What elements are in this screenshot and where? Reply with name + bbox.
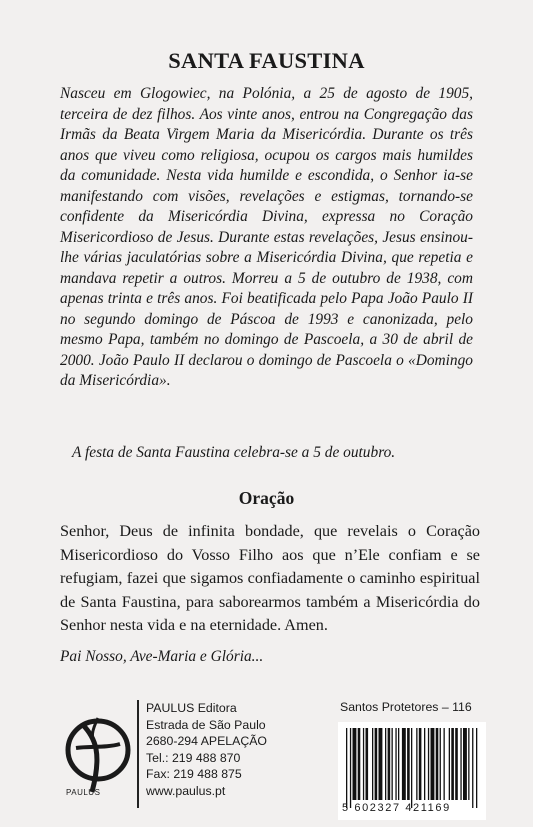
logo-label: PAULUS xyxy=(66,788,101,797)
barcode-bar xyxy=(460,728,461,800)
barcode-bar xyxy=(463,728,467,800)
barcode-bar xyxy=(346,728,347,808)
barcode-bar xyxy=(395,728,396,800)
barcode-bar xyxy=(350,728,351,808)
barcode-bar xyxy=(353,728,357,800)
barcode-bar xyxy=(449,728,450,800)
barcode-bar xyxy=(407,728,410,800)
barcode-bar xyxy=(372,728,373,800)
barcode-bar xyxy=(379,728,383,800)
prayer-heading: Oração xyxy=(238,488,295,508)
barcode-bar xyxy=(451,728,454,800)
barcode-bar xyxy=(375,728,378,800)
barcode-bar xyxy=(476,728,477,808)
barcode-bar xyxy=(388,728,391,800)
publisher-block xyxy=(146,700,267,800)
prayer-paragraph: Senhor, Deus de infinita bondade, que revelais o Coração Misericordioso do Vosso Filho aos que n’Ele confiam e se refugiam, fazei que sigamos confiadamente o caminho espiritual de Santa Faustina, para saborearmos também a Misericórdia do Senhor nesta vida e na eternidade. Amen. xyxy=(60,522,480,634)
divider xyxy=(137,700,139,808)
barcode-bar xyxy=(440,728,441,800)
publisher-postal: 2680-294 APELAÇÃO xyxy=(146,734,267,749)
barcode-bar xyxy=(366,728,369,800)
publisher-tel: Tel.: 219 488 870 xyxy=(146,750,241,765)
barcode-number: 5 602327 421169 xyxy=(342,802,451,814)
biography-paragraph: Nasceu em Glogowiec, na Polónia, a 25 de agosto de 1905, terceira de dez filhos. Aos vinte anos, entrou na Congregação das Irmãs da Beata Virgem Maria da Misericórdia. Durante os três anos que viveu como religiosa, ocupou os cargos mais humildes da comunidade. Nesta vida humilde e escondida, o Senhor ia-se manifestando com visões, revelações e estigmas, tornando-se confidente da Misericórdia Divina, expressa no Coração Misericordioso de Jesus. Durante estas revelações, Jesus ensinou-lhe várias jaculatórias sobre a Misericórdia Divina, que repetia e mandava repetir a outros. Morreu a 5 de outubro de 1938, com apenas trinta e três anos. Foi beatificada pelo Papa João Paulo II no segundo domingo de Páscoa de 1993 e canonizada, pelo mesmo Papa, também no domingo de Pascoela, a 30 de abril de 2000. João Paulo II declarou o domingo de Pascoela o «Domingo da Misericórdia». xyxy=(60,85,473,389)
barcode-bar xyxy=(398,728,399,800)
barcode-bar xyxy=(411,728,412,808)
barcode-bar xyxy=(363,728,364,800)
publisher-website[interactable]: www.paulus.pt xyxy=(146,783,226,798)
barcode-bar xyxy=(444,728,445,800)
barcode-bar xyxy=(455,728,458,800)
publisher-street: Estrada de São Paulo xyxy=(146,717,266,732)
closing-prayers-line: Pai Nosso, Ave-Maria e Glória... xyxy=(60,648,264,665)
page-title: SANTA FAUSTINA xyxy=(168,48,365,73)
barcode-bar xyxy=(358,728,361,800)
barcode-bar xyxy=(431,728,435,800)
barcode-bar xyxy=(468,728,469,800)
barcode-bar xyxy=(436,728,439,800)
barcode-bar xyxy=(419,728,422,800)
barcode-bar xyxy=(424,728,425,800)
barcode-bar xyxy=(416,728,417,800)
barcode-bar xyxy=(472,728,473,808)
publisher-name: PAULUS Editora xyxy=(146,701,237,715)
publisher-fax: Fax: 219 488 875 xyxy=(146,767,242,782)
barcode-bar xyxy=(402,728,406,800)
barcode-bar xyxy=(385,728,386,800)
barcode-bar xyxy=(428,728,429,800)
feast-day-line: A festa de Santa Faustina celebra-se a 5 de outubro. xyxy=(72,444,396,461)
barcode-bar xyxy=(392,728,393,800)
series-label: Santos Protetores – 116 xyxy=(340,700,472,714)
